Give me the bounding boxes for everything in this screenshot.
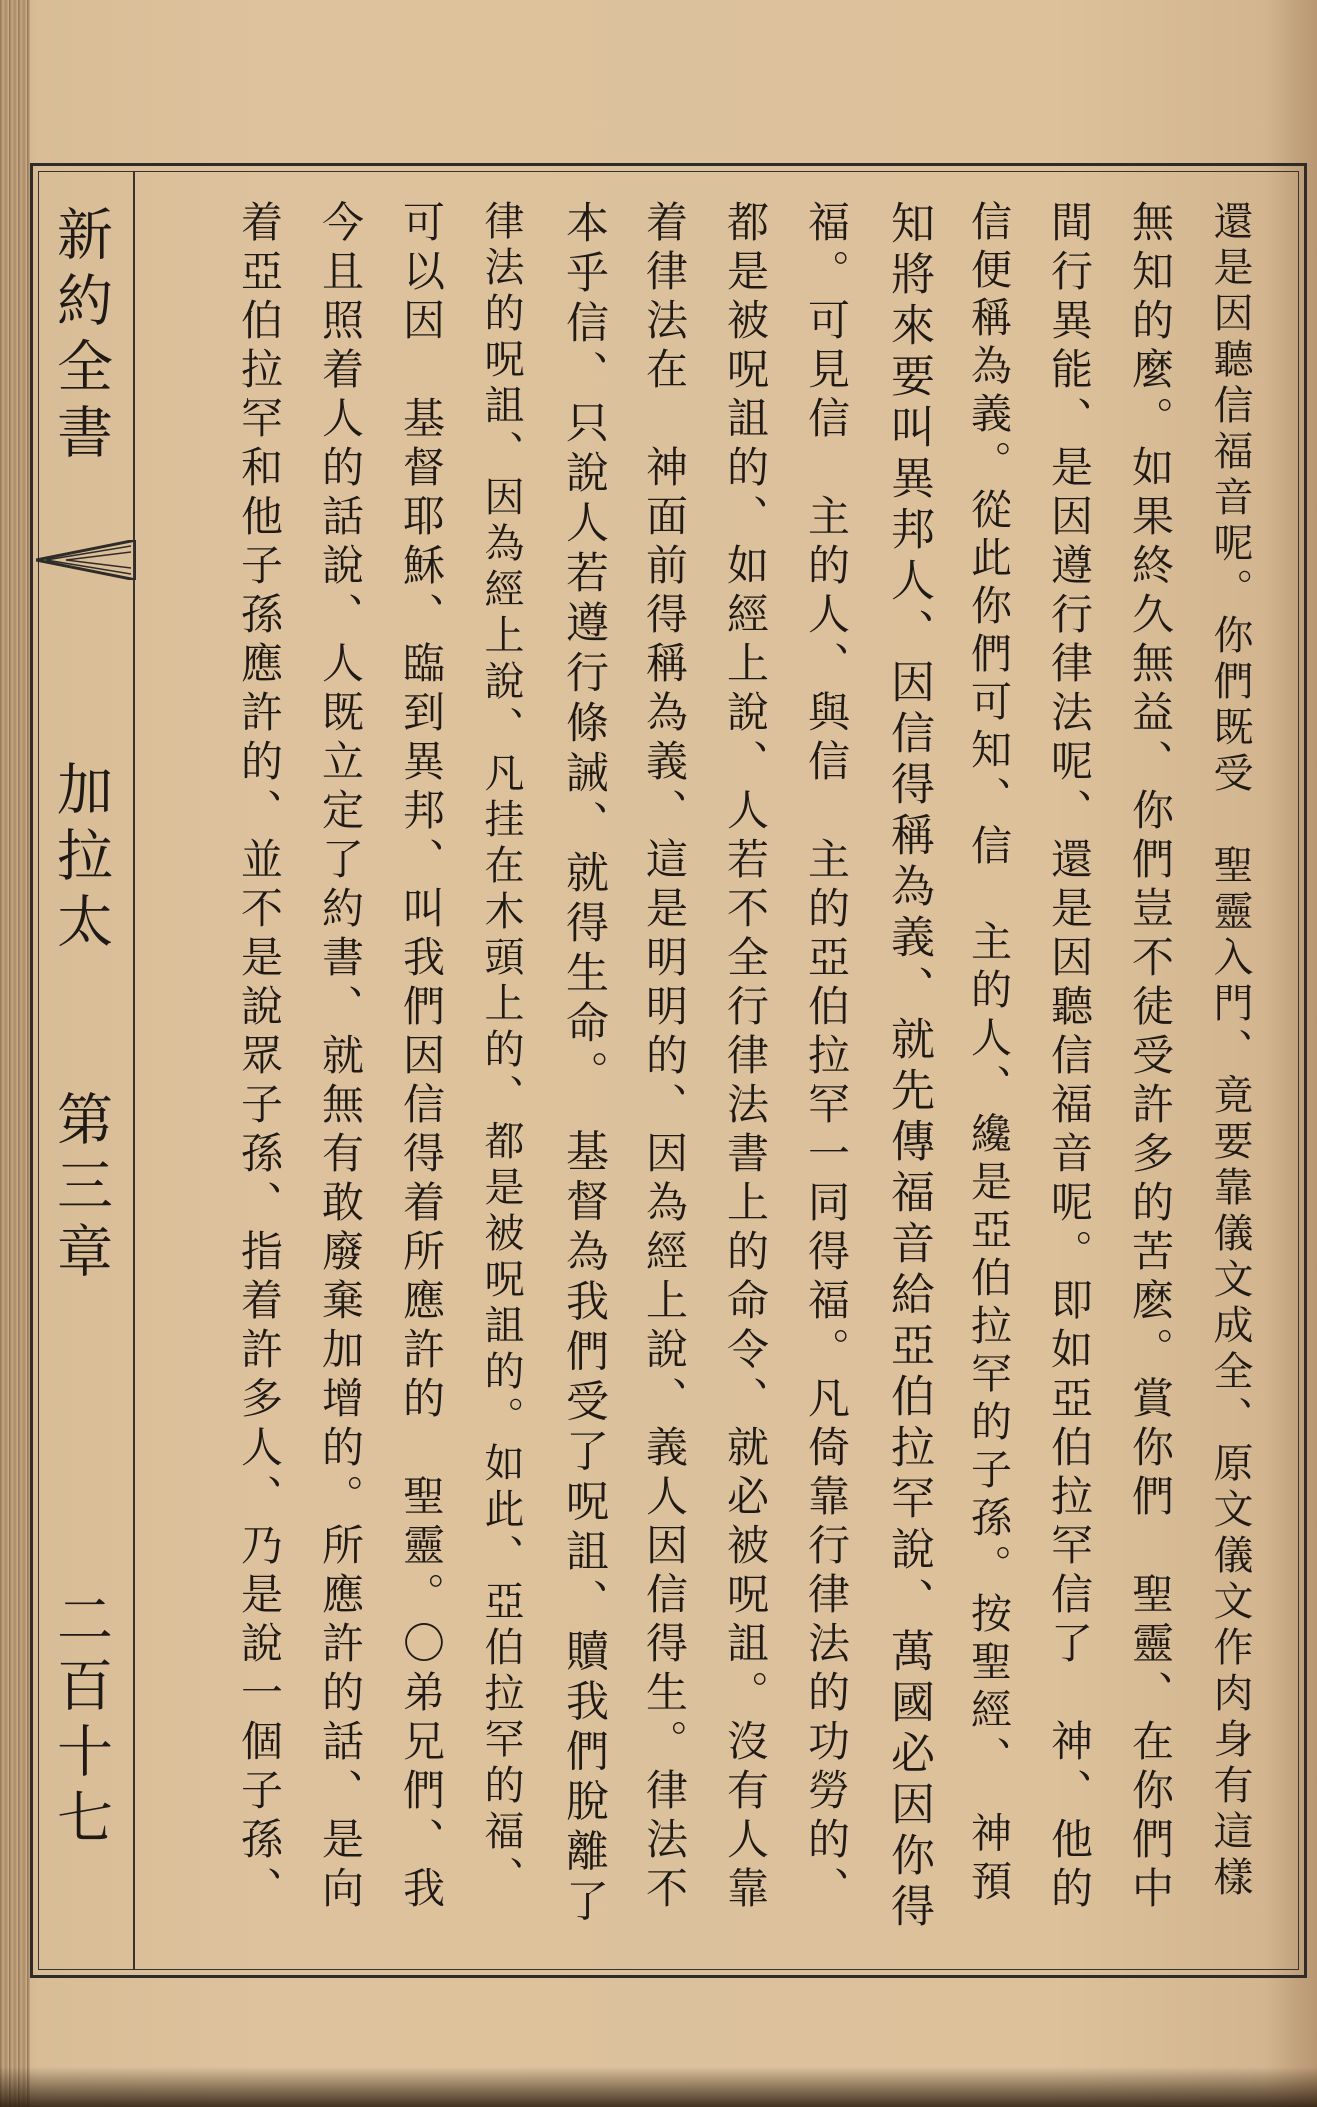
text-column-6: 福。可見信 主的人、與信 主的亞伯拉罕一同得福。凡倚靠行律法的功勞的、 — [802, 200, 851, 1915]
text-column-8: 着律法在 神面前得稱為義、這是明明的、因為經上說、義人因信得生。律法不 — [640, 200, 689, 1915]
text-column-9: 本乎信、只說人若遵行條誡、就得生命。 基督為我們受了呪詛、贖我們脫離了 — [559, 200, 609, 1929]
margin-divider-line — [133, 171, 135, 1970]
text-column-11: 可以因 基督耶穌、臨到異邦、叫我們因信得着所應許的 聖靈。〇弟兄們、我 — [397, 200, 446, 1915]
book-name: 加拉太 — [48, 760, 113, 958]
chapter-label: 第三章 — [48, 1090, 113, 1288]
page-edge-stack — [0, 0, 30, 2107]
book-title: 新約全書 — [48, 205, 113, 469]
text-column-10: 律法的呪詛、因為經上說、凡挂在木頭上的、都是被呪詛的。如此、亞伯拉罕的福、 — [478, 200, 524, 1902]
text-column-5: 知將來要叫異邦人、因信得稱為義、就先傳福音給亞伯拉罕說、萬國必因你得 — [883, 200, 934, 1934]
text-column-2: 無知的麼。如果終久無益、你們豈不徒受許多的苦麽。賞你們 聖靈、在你們中 — [1126, 200, 1175, 1915]
fishtail-ornament-icon — [36, 540, 136, 580]
text-column-1: 還是因聽信福音呢。你們既受 聖靈入門、竟要靠儀文成全、原文儀文作肉身有這樣 — [1207, 200, 1253, 1902]
text-column-12: 今且照着人的話說、人既立定了約書、就無有敢廢棄加增的。所應許的話、是向 — [316, 200, 365, 1915]
text-column-4: 信便稱為義。從此你們可知、信 主的人、纔是亞伯拉罕的子孫。按聖經、 神預 — [964, 200, 1012, 1908]
text-column-3: 間行異能、是因遵行律法呢、還是因聽信福音呢。即如亞伯拉罕信了 神、他的 — [1045, 200, 1094, 1915]
text-column-7: 都是被呪詛的、如經上說、人若不全行律法書上的命令、就必被呪詛。沒有人靠 — [721, 200, 770, 1915]
text-column-13: 着亞伯拉罕和他子孫應許的、並不是說眾子孫、指着許多人、乃是說一個子孫、 — [235, 200, 284, 1915]
bottom-shadow — [0, 2067, 1317, 2107]
page-number: 二百十七 — [48, 1590, 113, 1854]
